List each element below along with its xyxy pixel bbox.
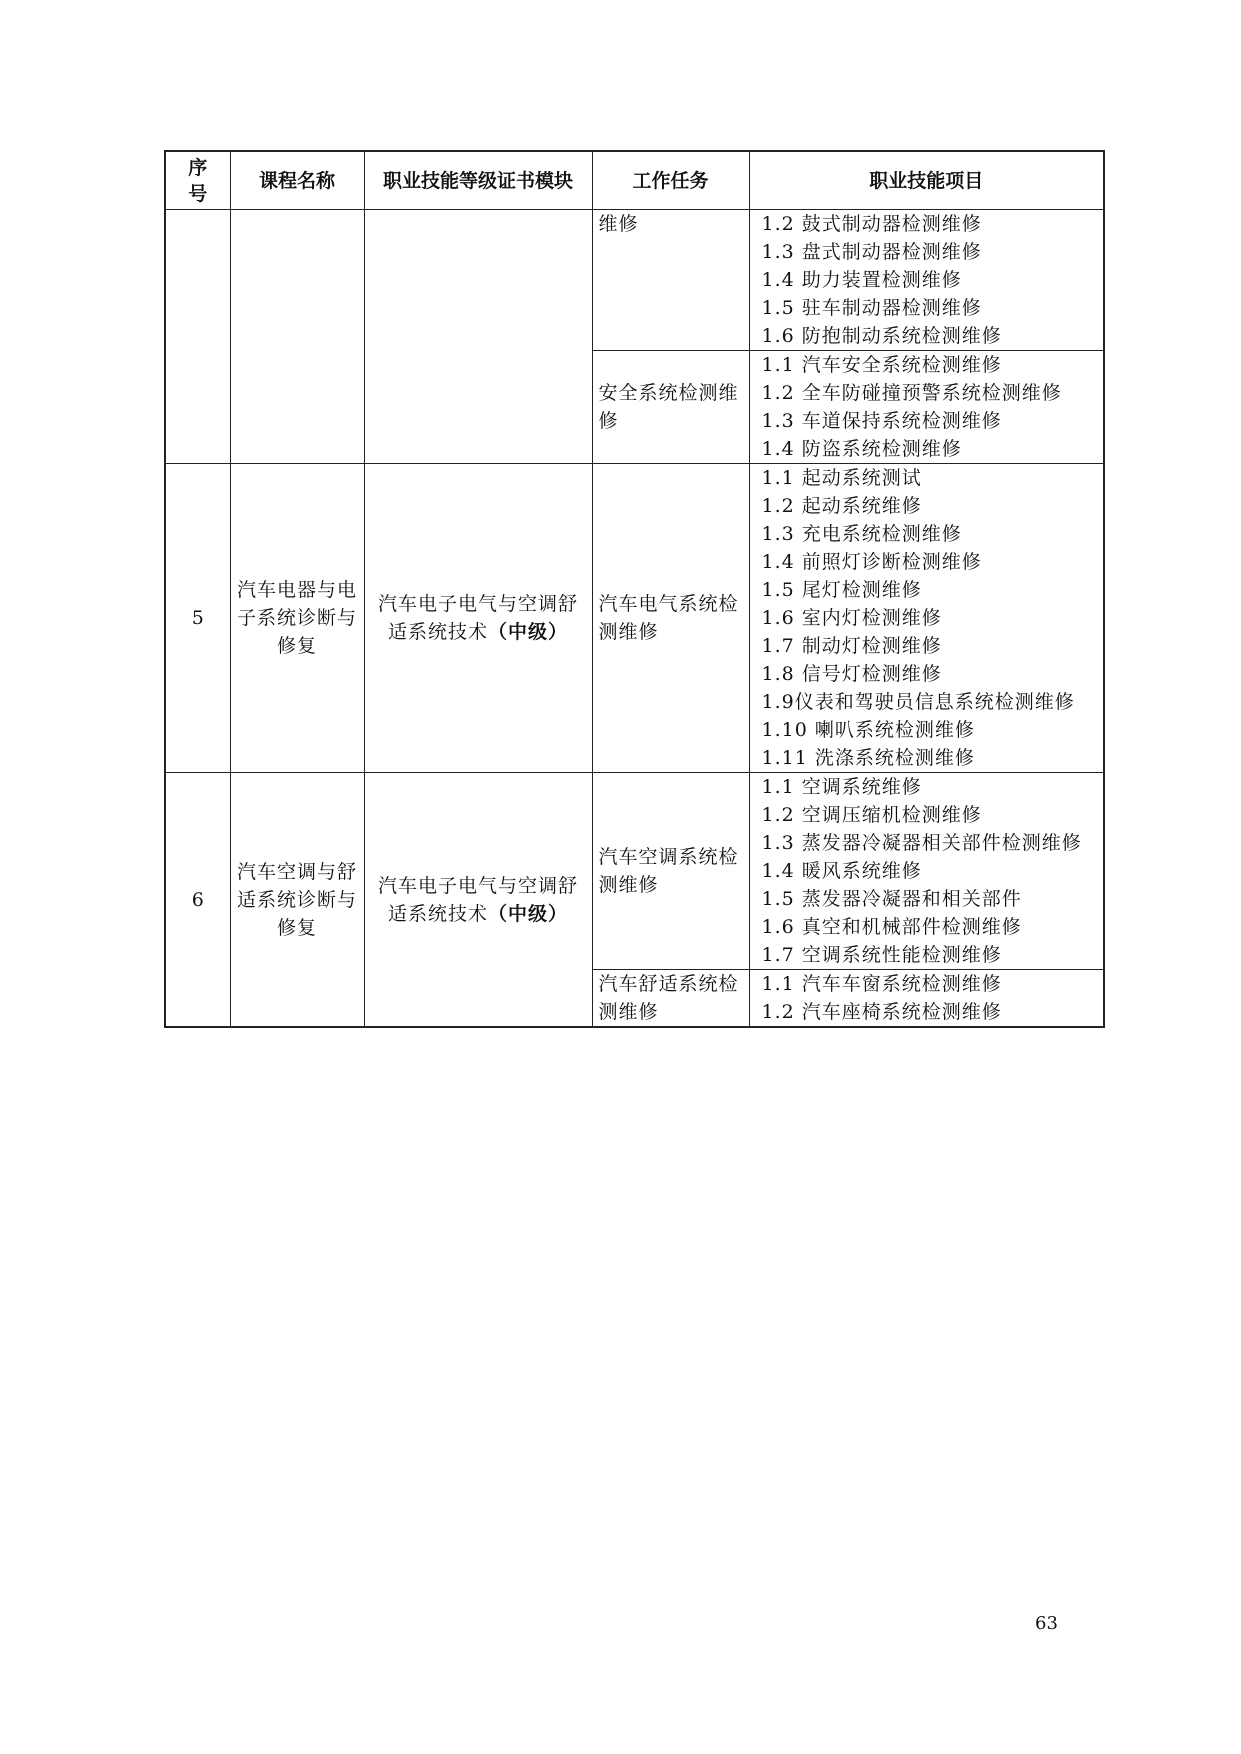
page-number: 63 bbox=[1035, 1613, 1058, 1634]
skill-item: 1.4 前照灯诊断检测维修 bbox=[761, 551, 982, 573]
cont-skills-1 bbox=[749, 210, 1104, 351]
skill-item: 1.5 蒸发器冷凝器和相关部件 bbox=[761, 888, 1022, 910]
skill-item: 1.11 洗涤系统检测维修 bbox=[761, 747, 975, 769]
row5-task: 汽车电气系统检测维修 bbox=[592, 464, 749, 773]
skill-item: 1.4 防盗系统检测维修 bbox=[761, 438, 962, 460]
row6-task-2: 汽车舒适系统检测维修 bbox=[592, 970, 749, 1028]
skill-item: 1.2 汽车座椅系统检测维修 bbox=[761, 1001, 1002, 1023]
row5-skills bbox=[749, 464, 1104, 773]
header-row bbox=[165, 151, 1104, 210]
skill-item: 1.5 尾灯检测维修 bbox=[761, 579, 922, 601]
skill-item: 1.3 蒸发器冷凝器相关部件检测维修 bbox=[761, 832, 1082, 854]
header-task: 工作任务 bbox=[592, 151, 749, 210]
row6-seq: 6 bbox=[165, 773, 230, 1028]
skill-item: 1.1 起动系统测试 bbox=[761, 467, 922, 489]
skill-item: 1.6 防抱制动系统检测维修 bbox=[761, 325, 1002, 347]
cont-task-2: 安全系统检测维修 bbox=[592, 351, 749, 464]
skill-item: 1.6 真空和机械部件检测维修 bbox=[761, 916, 1022, 938]
table-row bbox=[165, 773, 1104, 970]
row6-task-1: 汽车空调系统检测维修 bbox=[592, 773, 749, 970]
row6-course: 汽车空调与舒适系统诊断与修复 bbox=[230, 773, 364, 1028]
skill-item: 1.6 室内灯检测维修 bbox=[761, 607, 942, 629]
table-row bbox=[165, 210, 1104, 351]
module-name: 汽车电子电气与空调舒适系统技术 bbox=[377, 593, 578, 643]
skill-item: 1.2 起动系统维修 bbox=[761, 495, 922, 517]
skill-item: 1.3 车道保持系统检测维修 bbox=[761, 410, 1002, 432]
header-skill: 职业技能项目 bbox=[749, 151, 1104, 210]
skill-item: 1.2 全车防碰撞预警系统检测维修 bbox=[761, 382, 1062, 404]
skill-item: 1.1 汽车安全系统检测维修 bbox=[761, 354, 1002, 376]
skill-item: 1.3 盘式制动器检测维修 bbox=[761, 241, 982, 263]
skill-item: 1.5 驻车制动器检测维修 bbox=[761, 297, 982, 319]
skill-item: 1.1 空调系统维修 bbox=[761, 776, 922, 798]
skill-item: 1.7 空调系统性能检测维修 bbox=[761, 944, 1002, 966]
table-row bbox=[165, 464, 1104, 773]
header-course: 课程名称 bbox=[230, 151, 364, 210]
skill-item: 1.7 制动灯检测维修 bbox=[761, 635, 942, 657]
module-level: （中级） bbox=[488, 621, 569, 643]
cont-module-cell bbox=[364, 210, 592, 464]
skill-item: 1.4 暖风系统维修 bbox=[761, 860, 922, 882]
module-level: （中级） bbox=[488, 902, 569, 925]
cont-task-1: 维修 bbox=[592, 210, 749, 351]
skill-item: 1.10 喇叭系统检测维修 bbox=[761, 719, 975, 741]
skill-item: 1.9仪表和驾驶员信息系统检测维修 bbox=[761, 691, 1075, 713]
skill-item: 1.3 充电系统检测维修 bbox=[761, 523, 962, 545]
header-module: 职业技能等级证书模块 bbox=[364, 151, 592, 210]
header-seq: 序号 bbox=[165, 151, 230, 210]
row6-skills-1 bbox=[749, 773, 1104, 970]
cont-seq-cell bbox=[165, 210, 230, 464]
skill-item: 1.4 助力装置检测维修 bbox=[761, 269, 962, 291]
table-header bbox=[165, 151, 1104, 210]
row5-module bbox=[364, 464, 592, 773]
skill-item: 1.8 信号灯检测维修 bbox=[761, 663, 942, 685]
cont-course-cell bbox=[230, 210, 364, 464]
row6-skills-2 bbox=[749, 970, 1104, 1028]
course-table bbox=[164, 150, 1105, 1028]
module-name: 汽车电子电气与空调舒适系统技术 bbox=[377, 874, 578, 925]
row5-seq: 5 bbox=[165, 464, 230, 773]
skill-item: 1.2 鼓式制动器检测维修 bbox=[761, 213, 982, 235]
row6-module bbox=[364, 773, 592, 1028]
cont-skills-2 bbox=[749, 351, 1104, 464]
skill-item: 1.2 空调压缩机检测维修 bbox=[761, 804, 982, 826]
skill-item: 1.1 汽车车窗系统检测维修 bbox=[761, 973, 1002, 995]
row5-course: 汽车电器与电子系统诊断与修复 bbox=[230, 464, 364, 773]
